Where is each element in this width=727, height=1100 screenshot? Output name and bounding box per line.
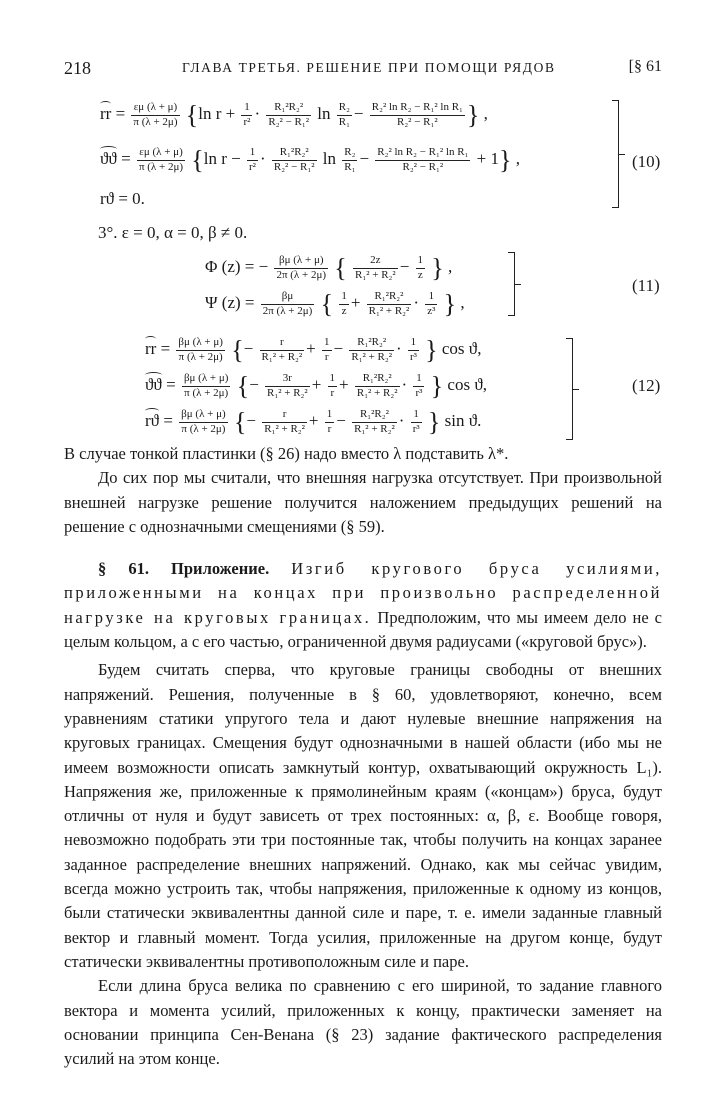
eq11-psi: Ψ (z) = $\frac{\beta\mu}{2\pi (\lambda + 2\mu)}$ { $\frac{1}{z}$ + $\frac{\text{R₁²R₂²}}{\text{R₁² + R₂²}}$ · $\frac{1}{\text{z³}}$ } , (205, 289, 465, 319)
case3-condition: 3°. ε = 0, α = 0, β ≠ 0. (98, 223, 248, 242)
eq10-rr-lhs: rr (100, 104, 112, 124)
eq10-line-rr: rr = $\frac{\varepsilon\mu (\lambda + \mu)}{\pi (\lambda + 2\mu)}$ {ln r + $\frac{1}{\text{r²}}$ · $\frac{\text{R₁²R₂²}}{\text{R₂² − R₁²}}$ ln $\frac{\text{R₂}}{\text{R₁}}$ − $\frac{\text{R₂² ln R₂ − R₁² ln R₁}}{\text{R₂² − R₁²}}$ } , (100, 100, 488, 130)
eq12-line-thth: ϑϑ = $\frac{\beta\mu (\lambda + \mu)}{\pi (\lambda + 2\mu)}$ {− $\frac{3r}{\text{R₁² + R₂²}}$ + $\frac{1}{r}$ + $\frac{\text{R₁²R₂²}}{\text{R₁² + R₂²}}$ · $\frac{1}{\text{r³}}$ } cos ϑ, (145, 371, 487, 401)
eq10-line-thth: ϑϑ = $\frac{\varepsilon\mu (\lambda + \mu)}{\pi (\lambda + 2\mu)}$ {ln r − $\frac{1}{\text{r²}}$ · $\frac{\text{R₁²R₂²}}{\text{R₂² − R₁²}}$ ln $\frac{\text{R₂}}{\text{R₁}}$ − $\frac{\text{R₂² ln R₂ − R₁² ln R₁}}{\text{R₂² − R₁²}}$ + 1} , (100, 145, 520, 175)
eq11-label: (11) (632, 276, 660, 295)
eq12-brace (566, 338, 573, 440)
eq12-line-rth: rϑ = $\frac{\beta\mu (\lambda + \mu)}{\pi (\lambda + 2\mu)}$ {− $\frac{r}{\text{R₁² + R₂²}}$ + $\frac{1}{r}$ − $\frac{\text{R₁²R₂²}}{\text{R₁² + R₂²}}$ · $\frac{1}{\text{r³}}$ } sin ϑ. (145, 407, 482, 437)
section-intro: Предположим, что мы имеем дело не с целым кольцом, а с его частью, ограниченной двумя радиусами («круговой брус»). (64, 607, 662, 652)
section-61 (64, 557, 662, 654)
paragraph-saint-venant: Если длина бруса велика по сравнению с его шириной, то задание главного вектора и момента усилий, приложенных к концу, практически заменяет на основании принципа Сен-Венана (§ 23) задание фактического распределения усилий на этом конце. (64, 976, 662, 1069)
eq11-phi: Φ (z) = − $\frac{\beta\mu (\lambda + \mu)}{2\pi (\lambda + 2\mu)}$ { $\frac{2z}{\text{R₁² + R₂²}}$ − $\frac{1}{z}$ } , (205, 253, 453, 283)
eq10-thth-lhs: ϑϑ (100, 149, 117, 169)
page-number: 218 (64, 58, 91, 78)
section-heading: § 61. Приложение. (98, 559, 270, 579)
section-title-spaced: Изгиб кругового бруса усилиями, приложенными на концах при произвольно распределенной нагрузке на круговых границах. (64, 559, 663, 627)
eq12-line-rr: rr = $\frac{\beta\mu (\lambda + \mu)}{\pi (\lambda + 2\mu)}$ {− $\frac{r}{\text{R₁² + R₂²}}$ + $\frac{1}{r}$ − $\frac{\text{R₁²R₂²}}{\text{R₁² + R₂²}}$ · $\frac{1}{\text{r³}}$ } cos ϑ, (145, 335, 482, 365)
paragraph-boundaries: Будем считать сперва, что круговые границы свободны от внешних напряжений. Решения, полученные в § 60, удовлетворяют, конечно, всем уравнениям статики упругого тела и дают нулевые внешние напряжения на круговых границах. Смещения будут однозначными в нашей области (ибо мы не имеем возможности описать замкнутый контур, охватывающий окружность L₁). Напряжения же, приложенные к прямолинейным краям («концам») бруса, будут отличны от нуля и будут зависеть от трех постоянных: α, β, ε. Вообще говоря, невозможно подобрать эти три постоянные так, чтобы получить на концах заранее заданное распределение внешних напряжений. Однако, как мы сейчас увидим, всегда можно устроить так, чтобы напряжения, приложенные к одному из концов, были статически эквивалентны данной силе и паре, т. е. имели заданные главный вектор и главный момент. Тогда усилия, приложенные на другом конце, будут статически эквивалентны противоположным силе и паре. (64, 660, 662, 971)
running-header (64, 58, 662, 80)
plate-note: В случае тонкой пластинки (§ 26) надо вместо λ подставить λ*. (64, 444, 509, 463)
section-reference: [§ 61 (628, 58, 662, 75)
eq10-brace (612, 100, 619, 208)
eq10-label: (10) (632, 152, 661, 171)
eq12-label: (12) (632, 376, 661, 395)
eq10-line-rth: rϑ = 0. (100, 189, 145, 208)
paragraph-load: До сих пор мы считали, что внешняя нагрузка отсутствует. При произвольной внешней нагрузке решение получится наложением предыдущих решений на решение с однозначными смещениями (§ 59). (64, 468, 662, 536)
body-text (64, 442, 662, 1071)
chapter-title: ГЛАВА ТРЕТЬЯ. РЕШЕНИЕ ПРИ ПОМОЩИ РЯДОВ (182, 60, 556, 75)
eq11-brace (508, 252, 515, 316)
